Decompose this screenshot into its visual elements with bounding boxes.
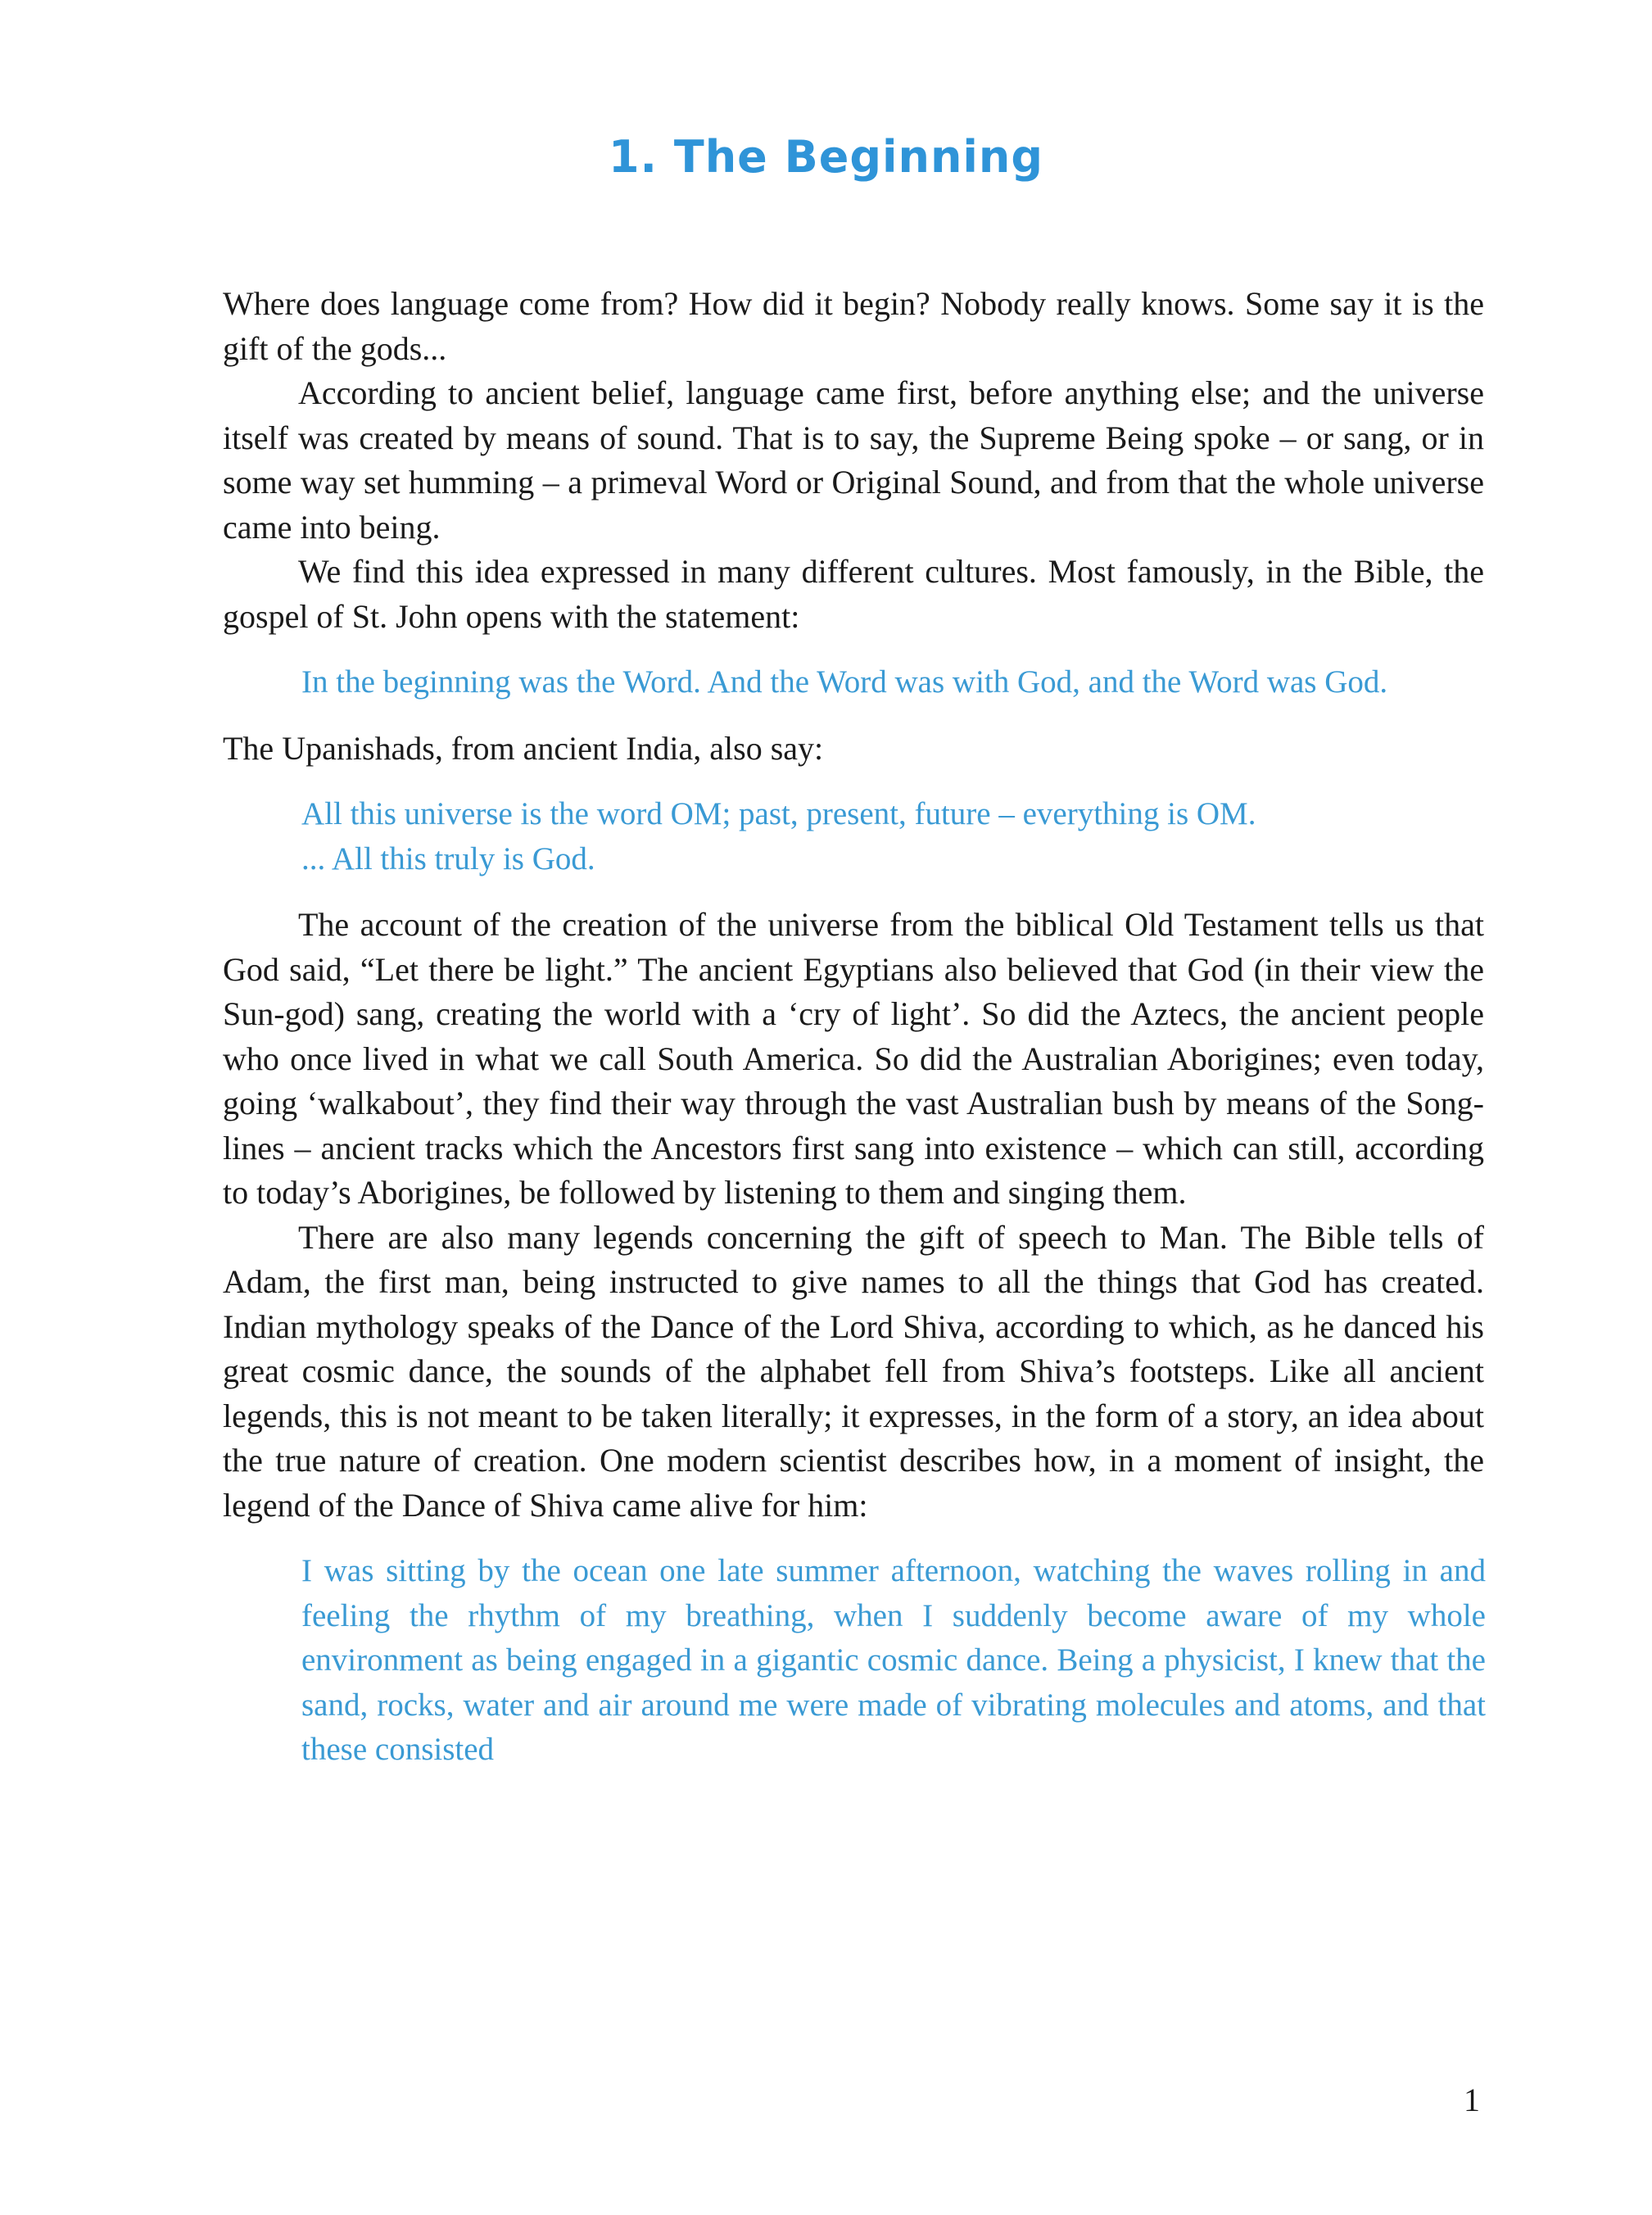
quote-upanishads-line-1: All this universe is the word OM; past, present, future – everything is OM. — [301, 796, 1256, 831]
spacer — [223, 705, 1484, 727]
spacer — [223, 1528, 1484, 1549]
paragraph-5: The account of the creation of the universe from the biblical Old Testament tells us that God said, “Let there be light.” The ancient Egyptians also believed that God (in their view the Sun-god) sang, creating the world with a ‘cry of light’. So did the Aztecs, the ancient people who once lived in what we call South America. So did the Australian Aborigines; even today, going ‘walkabout’, they find their way through the vast Australian bush by means of the Song-lines – ancient tracks which the Ancestors first sang into existence – which can still, according to today’s Aborigines, be followed by listening to them and singing them. — [223, 906, 1484, 1211]
spacer — [223, 639, 1484, 660]
quote-gospel-john: In the beginning was the Word. And the Word was with God, and the Word was God. — [301, 664, 1388, 700]
spacer — [223, 881, 1484, 903]
paragraph-6: There are also many legends concerning the gift of speech to Man. The Bible tells of Adam, the first man, being instructed to give names to all the things that God has created. Indian mythology speaks of the Dance of the Lord Shiva, according to which, as he danced his great cosmic dance, the sounds of the alphabet fell from Shiva’s footsteps. Like all ancient legends, this is not meant to be taken literally; it expresses, in the form of a story, an idea about the true nature of creation. One modern scientist describes how, in a moment of insight, the legend of the Dance of Shiva came alive for him: — [223, 1218, 1484, 1524]
paragraph-2: According to ancient belief, language came first, before anything else; and the universe itself was created by means of sound. That is to say, the Supreme Being spoke – or sang, or in some way set humming – a primeval Word or Original Sound, and from that the whole universe came into being. — [223, 374, 1484, 546]
body-text — [223, 282, 1484, 1773]
paragraph-3: We find this idea expressed in many different cultures. Most famously, in the Bible, the gospel of St. John opens with the statement: — [223, 553, 1484, 635]
paragraph-4: The Upanishads, from ancient India, also say: — [223, 729, 824, 767]
spacer — [223, 771, 1484, 792]
quote-upanishads — [301, 792, 1486, 881]
quote-physicist: I was sitting by the ocean one late summer afternoon, watching the waves rolling in and feeling the rhythm of my breathing, when I suddenly become aware of my whole environment as being engaged in a gigantic cosmic dance. Being a physicist, I knew that the sand, rocks, water and air around me were made of vibrating molecules and atoms, and that these consisted — [301, 1553, 1486, 1767]
paragraph-1: Where does language come from? How did it begin? Nobody really knows. Some say it is the gift of the gods... — [223, 285, 1484, 367]
page-number: 1 — [1464, 2081, 1480, 2118]
chapter-title: 1. The Beginning — [608, 131, 1044, 183]
quote-upanishads-line-2: ... All this truly is God. — [301, 840, 595, 876]
